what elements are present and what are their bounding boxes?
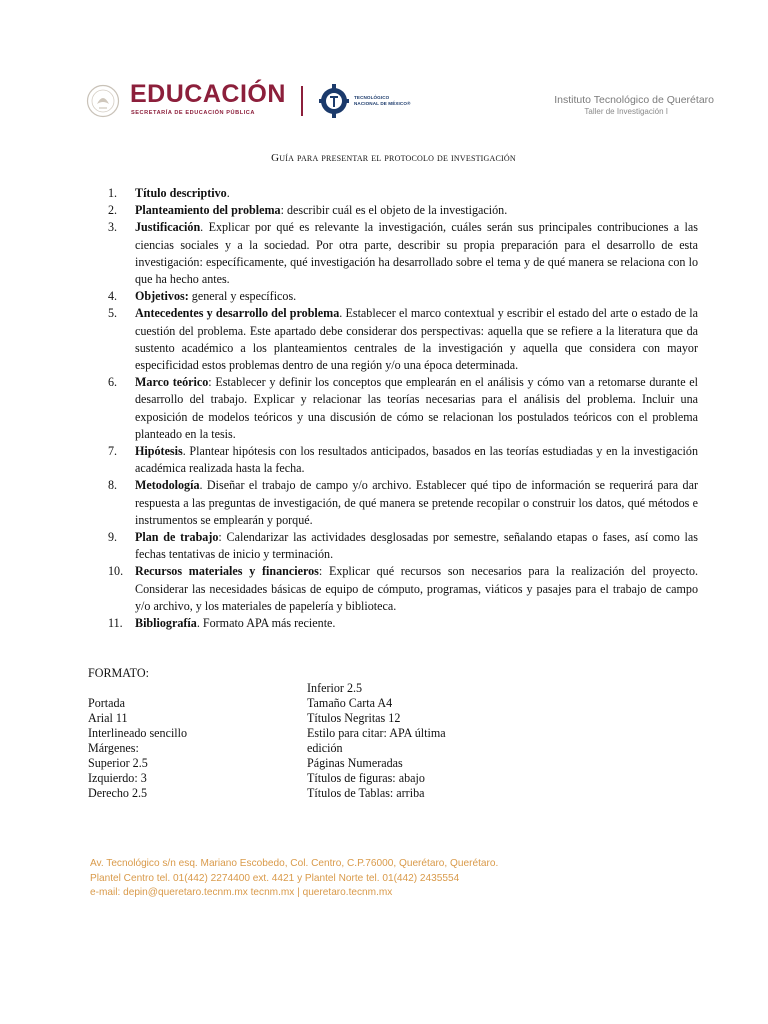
tecnm-logo-text <box>354 95 411 107</box>
item-text: : describir cuál es el objeto de la investigación. <box>280 203 508 218</box>
page-header <box>0 0 768 140</box>
list-item <box>108 202 698 219</box>
format-entry: Páginas Numeradas <box>307 756 403 770</box>
item-number: 11. <box>108 616 123 631</box>
list-item <box>108 219 698 288</box>
item-number: 2. <box>108 203 118 218</box>
item-number: 7. <box>108 444 118 459</box>
page-footer <box>90 857 498 901</box>
item-text: . Explicar por qué es relevante la investigación, cuáles serán sus principales contribuciones a las ciencias sociales y a la sociedad. Por otra parte, describir su propia preparación para el desarrollo de esta investigación: específicamente, qué investigación ha desarrollado sobre el tema y de qué manera se relaciona con lo que ha hecho antes. <box>135 220 698 287</box>
item-number: 9. <box>108 530 118 545</box>
workshop-name: Taller de Investigación I <box>584 107 668 116</box>
item-text: : Calendarizar las actividades desglosadas por semestre, señalando etapas o fases, así como las fechas tentativas de inicio y terminación. <box>135 530 698 562</box>
format-entry: Títulos Negritas 12 <box>307 711 401 725</box>
item-heading: Antecedentes y desarrollo del problema <box>135 306 340 321</box>
footer-phones: Plantel Centro tel. 01(442) 2274400 ext. 4421 y Plantel Norte tel. 01(442) 2435554 <box>90 872 460 884</box>
list-item <box>108 529 698 563</box>
tecnm-gear-logo-icon <box>318 82 350 120</box>
format-entry: Derecho 2.5 <box>88 786 148 800</box>
item-number: 6. <box>108 375 118 390</box>
item-number: 3. <box>108 220 118 235</box>
footer-contact-links: e-mail: depin@queretaro.tecnm.mx tecnm.mx | queretaro.tecnm.mx <box>90 887 393 899</box>
format-heading: FORMATO: <box>88 666 149 680</box>
format-entry: Inferior 2.5 <box>307 681 363 695</box>
list-item <box>108 185 698 202</box>
list-item <box>108 563 698 615</box>
item-text: general y específicos. <box>188 289 297 304</box>
list-item <box>108 443 698 477</box>
tecnm-line1: TECNOLÓGICO <box>354 95 390 100</box>
item-number: 8. <box>108 478 118 493</box>
national-seal-icon <box>86 84 120 118</box>
format-column-left <box>88 696 187 801</box>
format-entry: Márgenes: <box>88 741 139 755</box>
item-heading: Marco teórico <box>135 375 209 390</box>
format-entry: Títulos de figuras: abajo <box>307 771 425 785</box>
format-entry: Interlineado sencillo <box>88 726 188 740</box>
format-entry: Superior 2.5 <box>88 756 148 770</box>
item-text: : Explicar qué recursos son necesarios para la realización del proyecto. Considerar las necesidades básicas de equipo de cómputo, programas, viáticos y pasajes para el trabajo de campo y/o archivo, y los materiales de papelería y biblioteca. <box>135 564 699 613</box>
list-item <box>108 615 698 632</box>
item-heading: Justificación <box>135 220 201 235</box>
item-heading: Recursos materiales y financieros <box>135 564 319 579</box>
format-entry: Arial 11 <box>88 711 128 725</box>
item-heading: Metodología <box>135 478 200 493</box>
protocol-steps-list <box>108 185 698 632</box>
item-heading: Plan de trabajo <box>135 530 219 545</box>
format-entry: Títulos de Tablas: arriba <box>307 786 425 800</box>
format-entry: Portada <box>88 696 125 710</box>
format-entry: Izquierdo: 3 <box>88 771 147 785</box>
item-heading: Planteamiento del problema <box>135 203 281 218</box>
item-number: 1. <box>108 186 118 200</box>
list-item <box>108 477 698 529</box>
item-heading: Bibliografía <box>135 616 197 631</box>
item-text: . Diseñar el trabajo de campo y/o archivo. Establecer qué tipo de información se requerirá para dar respuesta a las preguntas de investigación, de qué manera se pretende recopilar o construir los datos, qué métodos e instrumentos se emplearán y porqué. <box>135 478 698 527</box>
item-text: : Establecer y definir los conceptos que emplearán en el análisis y cómo van a retomarse durante el desarrollo del trabajo. Explicar y relacionar las teorías necesarias para el análisis del problema. Incluir una exposición de modelos teóricos y una discusión de cómo se relacionan los postulados teóricos con el problema planteado en la tesis. <box>135 375 698 441</box>
tecnm-line2: NACIONAL DE MÉXICO® <box>354 101 411 106</box>
list-item <box>108 288 698 305</box>
item-heading: Hipótesis <box>135 444 183 459</box>
list-item <box>108 305 698 374</box>
list-item <box>108 374 698 443</box>
item-text: . Establecer el marco contextual y escribir el estado del arte o estado de la cuestión del problema. Este apartado debe considerar dos perspectivas: aquella que se refiere a la literatura que da sustento académico a los planteamientos centrales de la investigación y aquella que considera con mayor especificidad estos problemas dentro de una región y/o una época determinada. <box>135 306 699 373</box>
item-heading: Objetivos: <box>135 289 189 304</box>
item-text: . Formato APA más reciente. <box>196 616 336 631</box>
footer-address: Av. Tecnológico s/n esq. Mariano Escobedo, Col. Centro, C.P.76000, Querétaro, Querétaro. <box>90 858 499 869</box>
item-number: 4. <box>108 289 118 304</box>
format-entry: Tamaño Carta A4 <box>307 696 393 710</box>
item-text: . <box>226 186 230 200</box>
item-heading: Título descriptivo <box>135 186 227 200</box>
document-title: Guía para presentar el protocolo de investigación <box>271 152 516 164</box>
education-brand-subtitle: SECRETARÍA DE EDUCACIÓN PÚBLICA <box>131 110 255 116</box>
item-text: . Plantear hipótesis con los resultados anticipados, basados en las teorías estudiadas y en la investigación académica realizada hasta la fecha. <box>135 444 698 476</box>
format-column-right <box>307 681 446 801</box>
education-brand-title: EDUCACIÓN <box>130 80 286 108</box>
item-number: 10. <box>108 564 124 579</box>
format-entry: Estilo para citar: APA última <box>307 726 446 740</box>
format-entry: edición <box>307 741 343 755</box>
header-divider <box>301 86 303 116</box>
institution-name: Instituto Tecnológico de Querétaro <box>554 94 714 106</box>
item-number: 5. <box>108 306 118 321</box>
